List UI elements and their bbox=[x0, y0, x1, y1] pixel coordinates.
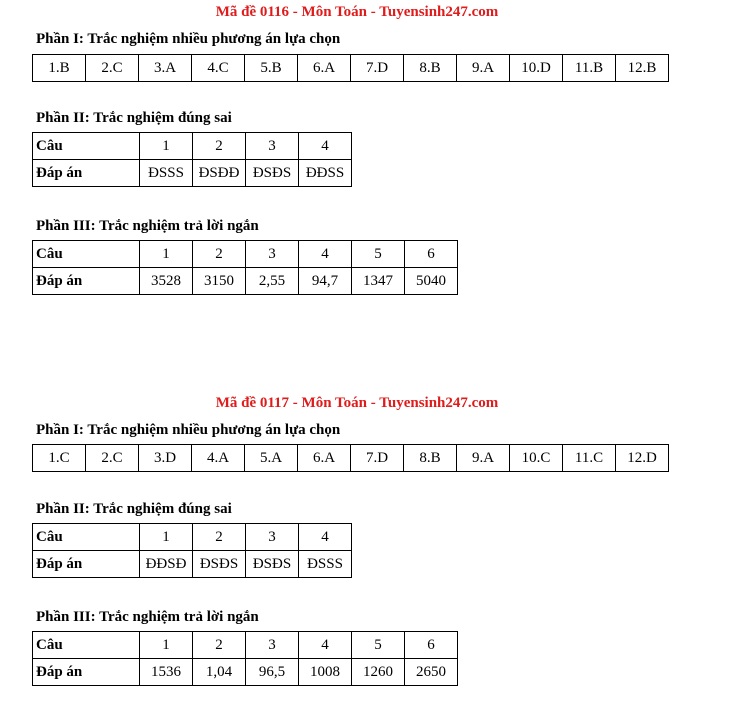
part2-heading: Phần II: Trắc nghiệm đúng sai bbox=[36, 110, 232, 126]
part2-heading: Phần II: Trắc nghiệm đúng sai bbox=[36, 501, 232, 517]
row-label-question: Câu bbox=[33, 133, 140, 160]
answer-cell: ĐSĐS bbox=[246, 160, 299, 187]
answer-cell: 94,7 bbox=[299, 268, 352, 295]
answer-cell: 12.D bbox=[616, 445, 669, 472]
table-row bbox=[33, 632, 458, 659]
answer-cell: 8.B bbox=[404, 55, 457, 82]
table-row bbox=[33, 445, 669, 472]
answer-cell: 2,55 bbox=[246, 268, 299, 295]
question-number: 1 bbox=[140, 241, 193, 268]
part2-answer-table bbox=[32, 132, 352, 187]
answer-cell: ĐSĐĐ bbox=[193, 160, 246, 187]
answer-cell: 4.C bbox=[192, 55, 245, 82]
answer-cell: 3150 bbox=[193, 268, 246, 295]
answer-cell: 96,5 bbox=[246, 659, 299, 686]
answer-cell: 1008 bbox=[299, 659, 352, 686]
question-number: 6 bbox=[405, 632, 458, 659]
question-number: 6 bbox=[405, 241, 458, 268]
answer-cell: 1,04 bbox=[193, 659, 246, 686]
exam-title: Mã đề 0117 - Môn Toán - Tuyensinh247.com bbox=[215, 395, 499, 411]
table-row bbox=[33, 160, 352, 187]
question-number: 5 bbox=[352, 632, 405, 659]
row-label-answer: Đáp án bbox=[33, 659, 140, 686]
question-number: 2 bbox=[193, 632, 246, 659]
question-number: 1 bbox=[140, 524, 193, 551]
question-number: 4 bbox=[299, 241, 352, 268]
answer-cell: ĐĐSS bbox=[299, 160, 352, 187]
answer-cell: ĐSSS bbox=[299, 551, 352, 578]
answer-cell: 4.A bbox=[192, 445, 245, 472]
answer-cell: 1.C bbox=[33, 445, 86, 472]
answer-cell: 1536 bbox=[140, 659, 193, 686]
row-label-answer: Đáp án bbox=[33, 551, 140, 578]
answer-cell: 3.A bbox=[139, 55, 192, 82]
part3-answer-table bbox=[32, 240, 458, 295]
answer-cell: 12.B bbox=[616, 55, 669, 82]
question-number: 4 bbox=[299, 133, 352, 160]
answer-cell: ĐSĐS bbox=[246, 551, 299, 578]
answer-cell: 10.D bbox=[510, 55, 563, 82]
answer-cell: 10.C bbox=[510, 445, 563, 472]
question-number: 5 bbox=[352, 241, 405, 268]
answer-cell: 1347 bbox=[352, 268, 405, 295]
question-number: 2 bbox=[193, 133, 246, 160]
part3-answer-table bbox=[32, 631, 458, 686]
answer-cell: 5040 bbox=[405, 268, 458, 295]
question-number: 2 bbox=[193, 241, 246, 268]
row-label-question: Câu bbox=[33, 241, 140, 268]
answer-cell: 5.A bbox=[245, 445, 298, 472]
part1-heading: Phần I: Trắc nghiệm nhiều phương án lựa chọn bbox=[36, 422, 341, 438]
answer-cell: 8.B bbox=[404, 445, 457, 472]
exam-block-0117 bbox=[0, 391, 731, 720]
part1-heading: Phần I: Trắc nghiệm nhiều phương án lựa chọn bbox=[36, 31, 341, 47]
table-row bbox=[33, 268, 458, 295]
question-number: 2 bbox=[193, 524, 246, 551]
part2-answer-table bbox=[32, 523, 352, 578]
table-row bbox=[33, 551, 352, 578]
answer-cell: 9.A bbox=[457, 445, 510, 472]
answer-cell: 3.D bbox=[139, 445, 192, 472]
answer-cell: 2650 bbox=[405, 659, 458, 686]
row-label-answer: Đáp án bbox=[33, 160, 140, 187]
table-row bbox=[33, 659, 458, 686]
answer-cell: 5.B bbox=[245, 55, 298, 82]
answer-cell: ĐSSS bbox=[140, 160, 193, 187]
part3-heading: Phần III: Trắc nghiệm trả lời ngắn bbox=[36, 218, 259, 234]
table-row bbox=[33, 524, 352, 551]
row-label-question: Câu bbox=[33, 632, 140, 659]
question-number: 3 bbox=[246, 133, 299, 160]
table-row bbox=[33, 241, 458, 268]
answer-cell: 11.B bbox=[563, 55, 616, 82]
exam-title: Mã đề 0116 - Môn Toán - Tuyensinh247.com bbox=[215, 4, 499, 20]
answer-cell: 2.C bbox=[86, 445, 139, 472]
question-number: 3 bbox=[246, 632, 299, 659]
answer-cell: ĐSĐS bbox=[193, 551, 246, 578]
answer-cell: 1260 bbox=[352, 659, 405, 686]
answer-cell: 1.B bbox=[33, 55, 86, 82]
question-number: 3 bbox=[246, 524, 299, 551]
answer-cell: 7.D bbox=[351, 445, 404, 472]
answer-cell: ĐĐSĐ bbox=[140, 551, 193, 578]
row-label-question: Câu bbox=[33, 524, 140, 551]
answer-cell: 11.C bbox=[563, 445, 616, 472]
part3-heading: Phần III: Trắc nghiệm trả lời ngắn bbox=[36, 609, 259, 625]
question-number: 3 bbox=[246, 241, 299, 268]
question-number: 4 bbox=[299, 632, 352, 659]
answer-cell: 6.A bbox=[298, 55, 351, 82]
answer-cell: 6.A bbox=[298, 445, 351, 472]
question-number: 1 bbox=[140, 133, 193, 160]
table-row bbox=[33, 55, 669, 82]
question-number: 1 bbox=[140, 632, 193, 659]
part1-answer-table bbox=[32, 54, 669, 82]
answer-cell: 3528 bbox=[140, 268, 193, 295]
answer-cell: 7.D bbox=[351, 55, 404, 82]
answer-cell: 9.A bbox=[457, 55, 510, 82]
table-row bbox=[33, 133, 352, 160]
part1-answer-table bbox=[32, 444, 669, 472]
question-number: 4 bbox=[299, 524, 352, 551]
exam-block-0116 bbox=[0, 0, 731, 340]
row-label-answer: Đáp án bbox=[33, 268, 140, 295]
answer-cell: 2.C bbox=[86, 55, 139, 82]
